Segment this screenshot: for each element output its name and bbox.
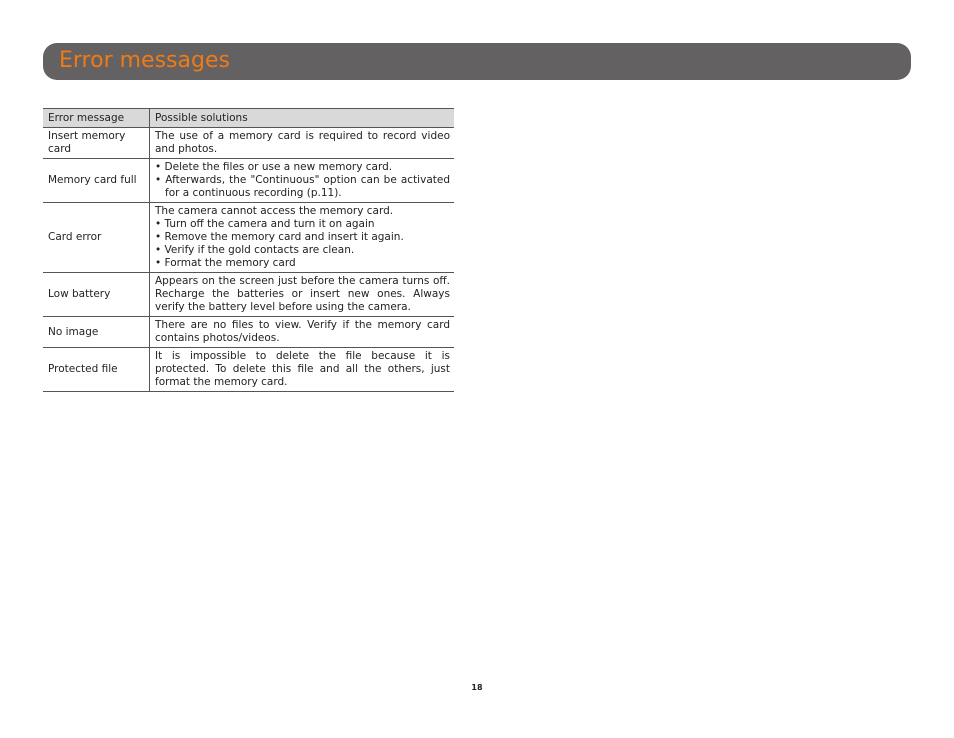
solution-bullet: • Format the memory card — [155, 257, 296, 269]
error-message-cell: Memory card full — [43, 159, 150, 203]
error-message-cell: No image — [43, 317, 150, 348]
table-row — [43, 317, 454, 348]
solution-cell — [150, 159, 455, 203]
table-row — [43, 128, 454, 159]
solution-text: There are no files to view. Verify if the memory card contains photos/videos. — [155, 319, 450, 344]
solution-text: The camera cannot access the memory card. — [155, 205, 394, 217]
table-row — [43, 273, 454, 317]
table-row — [43, 159, 454, 203]
table-row — [43, 203, 454, 273]
table-header-row — [43, 109, 454, 128]
solution-cell — [150, 203, 455, 273]
solution-cell — [150, 348, 455, 392]
error-message-cell: Card error — [43, 203, 150, 273]
section-title: Error messages — [59, 48, 230, 73]
solution-text: The use of a memory card is required to record video and photos. — [155, 130, 450, 155]
solution-text: It is impossible to delete the file because it is protected. To delete this file and all the others, just format the memory card. — [155, 350, 450, 388]
solution-bullet: • Afterwards, the "Continuous" option can be activated for a continuous recording (p.11). — [155, 174, 450, 199]
error-message-cell: Insert memory card — [43, 128, 150, 159]
page-number: 18 — [471, 683, 483, 692]
section-header-bar — [43, 43, 911, 80]
table-row — [43, 348, 454, 392]
solution-bullet: • Verify if the gold contacts are clean. — [155, 244, 355, 256]
solution-bullet: • Delete the files or use a new memory card. — [155, 161, 393, 173]
column-header-possible-solutions: Possible solutions — [150, 109, 455, 128]
solution-text: Appears on the screen just before the camera turns off. Recharge the batteries or insert new ones. Always verify the battery level before using the camera. — [155, 275, 450, 313]
column-header-error-message: Error message — [43, 109, 150, 128]
error-messages-table — [43, 108, 454, 392]
error-message-cell: Protected file — [43, 348, 150, 392]
solution-cell — [150, 273, 455, 317]
solution-cell — [150, 317, 455, 348]
solution-bullet: • Remove the memory card and insert it again. — [155, 231, 404, 243]
solution-cell — [150, 128, 455, 159]
error-message-cell: Low battery — [43, 273, 150, 317]
solution-bullet: • Turn off the camera and turn it on again — [155, 218, 375, 230]
